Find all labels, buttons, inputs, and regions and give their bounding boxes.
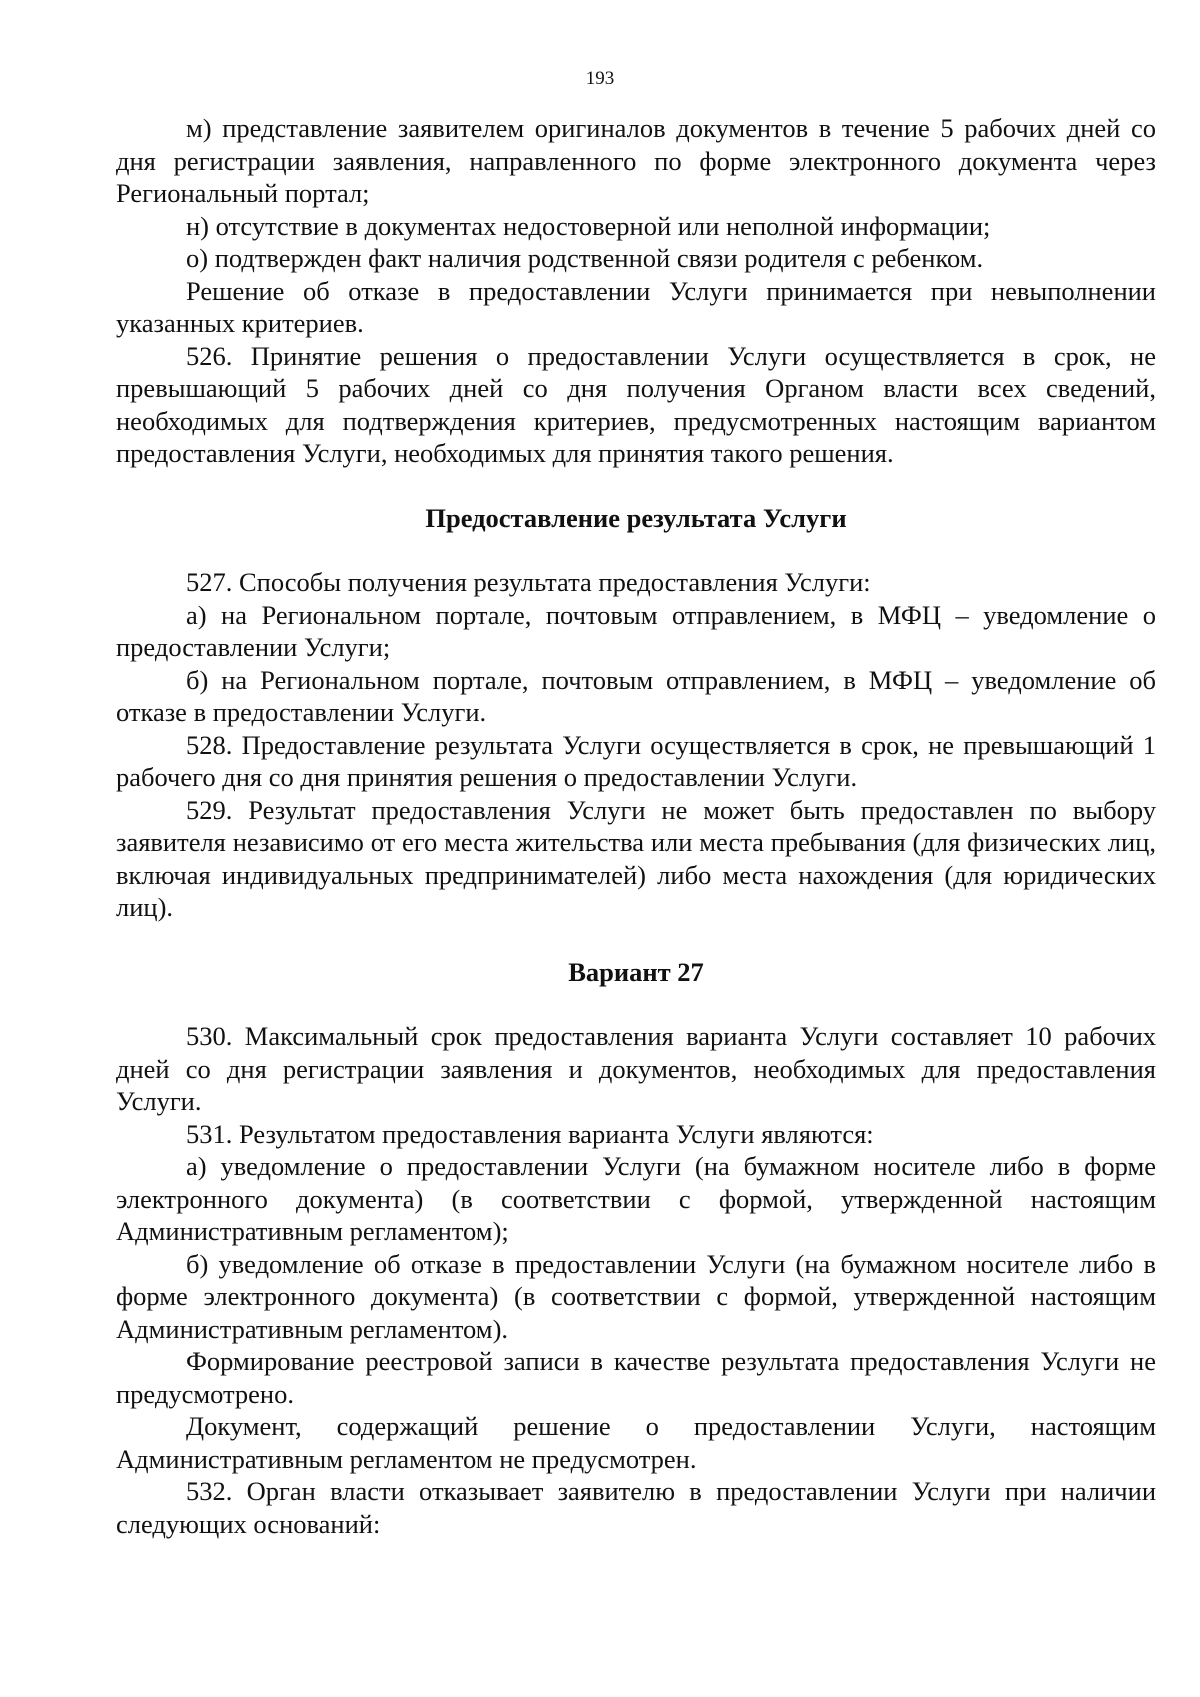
paragraph-decision-document: Документ, содержащий решение о предоставлении Услуги, настоящим Административным регламентом не предусмотрен.	[116, 1411, 1156, 1474]
paragraph-530: 530. Максимальный срок предоставления варианта Услуги составляет 10 рабочих дней со дня регистрации заявления и документов, необходимых для предоставления Услуги.	[116, 1021, 1156, 1116]
section-heading-result: Предоставление результата Услуги	[425, 502, 847, 533]
page-number: 193	[585, 68, 615, 89]
paragraph-criterion-m: м) представление заявителем оригиналов документов в течение 5 рабочих дней со дня регистрации заявления, направленного по форме электронного документа через Региональный портал;	[116, 113, 1156, 208]
paragraph-531: 531. Результатом предоставления варианта Услуги являются:	[186, 1118, 874, 1149]
section-result-body	[116, 566, 1156, 924]
paragraph-528: 528. Предоставление результата Услуги осуществляется в срок, не превышающий 1 рабочего дня со дня принятия решения о предоставлении Услуги.	[116, 729, 1156, 792]
paragraph-527-b: б) на Региональном портале, почтовым отправлением, в МФЦ – уведомление об отказе в предоставлении Услуги.	[116, 664, 1156, 727]
paragraph-527: 527. Способы получения результата предоставления Услуги:	[186, 567, 871, 597]
paragraph-532: 532. Орган власти отказывает заявителю в предоставлении Услуги при наличии следующих оснований:	[116, 1476, 1156, 1539]
paragraph-refusal-decision: Решение об отказе в предоставлении Услуги принимается при невыполнении указанных критериев.	[116, 275, 1156, 338]
paragraph-529: 529. Результат предоставления Услуги не может быть предоставлен по выбору заявителя независимо от его места жительства или места пребывания (для физических лиц, включая индивидуальных предпринимателей) либо места нахождения (для юридических лиц).	[116, 794, 1156, 922]
section-heading-variant: Вариант 27	[568, 956, 704, 987]
paragraph-527-a: а) на Региональном портале, почтовым отправлением, в МФЦ – уведомление о предоставлении Услуги;	[116, 599, 1156, 662]
paragraph-531-b: б) уведомление об отказе в предоставлении Услуги (на бумажном носителе либо в форме электронного документа) (в соответствии с формой, утвержденной настоящим Административным регламентом).	[116, 1248, 1156, 1344]
paragraph-531-a: а) уведомление о предоставлении Услуги (на бумажном носителе либо в форме электронного документа) (в соответствии с формой, утвержденной настоящим Административным регламентом);	[116, 1151, 1156, 1246]
paragraph-criterion-n: н) отсутствие в документах недостоверной или неполной информации;	[186, 210, 991, 241]
paragraph-526: 526. Принятие решения о предоставлении Услуги осуществляется в срок, не превышающий 5 рабочих дней со дня получения Органом власти всех сведений, необходимых для подтверждения критериев, предусмотренных настоящим вариантом предоставления Услуги, необходимых для принятия такого решения.	[116, 340, 1156, 468]
paragraph-criterion-o: о) подтвержден факт наличия родственной связи родителя с ребенком.	[186, 243, 984, 273]
section-variant-body	[116, 1020, 1156, 1540]
paragraph-registry-record: Формирование реестровой записи в качестве результата предоставления Услуги не предусмотрено.	[116, 1346, 1156, 1409]
document-body	[116, 112, 1156, 1540]
